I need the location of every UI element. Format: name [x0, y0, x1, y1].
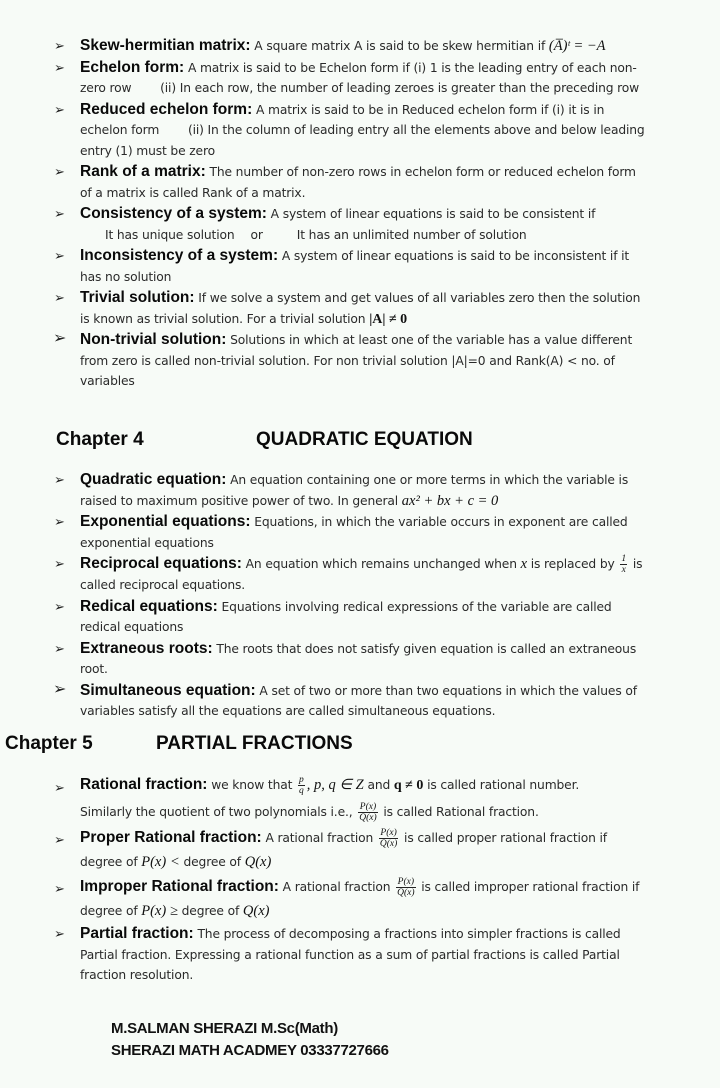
definition: An equation which remains unchanged when [245, 557, 517, 572]
list-item-extraneous-roots [0, 639, 720, 680]
arrow-bullet-icon: ➢ [54, 206, 65, 221]
arrow-bullet-icon: ➢ [54, 38, 65, 53]
definition: If we solve a system and get values of all variables zero then the solution is known as trivial solution. For a trivial solution [80, 291, 641, 326]
list-item-echelon-form [0, 58, 720, 99]
fraction-p-over-q-poly: $\frac{P(x)}{Q(x)}$ [397, 876, 415, 898]
arrow-bullet-icon: ➢ [54, 248, 65, 263]
list-item-consistency [0, 204, 720, 245]
term: Inconsistency of a system: [80, 247, 279, 264]
term: Consistency of a system: [80, 205, 267, 222]
term: Skew-hermitian matrix: [80, 37, 251, 54]
arrow-bullet-icon: ➢ [54, 926, 65, 941]
definition-part3: Similarly the quotient of two polynomials i.e., [80, 805, 353, 819]
chapter-4-label: Chapter 4 [56, 429, 144, 450]
option-or: or [250, 227, 263, 242]
term: Quadratic equation: [80, 471, 227, 488]
author-name: M.SALMAN SHERAZI M.Sc(Math) [111, 1020, 338, 1037]
list-item-quadratic-equation [0, 470, 720, 511]
math-qx: Q(x) [244, 854, 272, 870]
list-item-non-trivial-solution [0, 330, 720, 392]
definition-part2: (ii) In the column of leading entry all the elements above and below leading entry (1) must be zero [80, 123, 645, 158]
definition: Solutions in which at least one of the variable has a value different from zero is called non-trivial solution. For non trivial solution |A|=0 and Rank(A) < no. of variables [80, 333, 633, 388]
arrow-bullet-icon: ➢ [54, 881, 65, 896]
arrow-bullet-icon: ➢ [54, 598, 65, 614]
arrow-bullet-icon: ➢ [54, 164, 65, 179]
term: Rational fraction: [80, 776, 208, 793]
definition: Equations, in which the variable occurs in exponent are called exponential equations [80, 515, 628, 550]
fraction-p-over-q-poly: $\frac{P(x)}{Q(x)}$ [379, 827, 398, 849]
list-item-inconsistency [0, 246, 720, 287]
math-px: P(x) [141, 903, 167, 919]
definition-part2: is called rational number. [427, 778, 580, 792]
definition: A matrix is said to be Echelon form if (i) 1 is the leading entry of each non-zero row [80, 60, 637, 95]
definition: A rational fraction [265, 831, 374, 845]
arrow-bullet-icon: ➢ [54, 640, 65, 656]
arrow-bullet-icon: ➢ [53, 330, 67, 347]
list-item-rational-fraction [0, 772, 720, 825]
math-expression: |A| ≠ 0 [369, 311, 408, 327]
fraction-p-over-q: $\frac{p}{q}$ [299, 774, 304, 796]
math-set: , p, q ∈ Z [306, 777, 364, 793]
list-item-simultaneous-equation [0, 681, 720, 722]
definition: A set of two or more than two equations in which the values of variables satisfy all the equations are called simultaneous equations. [80, 683, 637, 718]
arrow-bullet-icon: ➢ [54, 556, 65, 571]
math-px: P(x) [141, 854, 167, 870]
definition-part2: is replaced by [530, 557, 615, 572]
list-item-reciprocal-equations [0, 554, 720, 596]
arrow-bullet-icon: ➢ [54, 472, 65, 487]
fraction-p-over-q-poly: $\frac{P(x)}{Q(x)}$ [359, 801, 377, 823]
term: Extraneous roots: [80, 639, 213, 657]
definition: Equations involving redical expressions of the variable are called redical equations [80, 599, 612, 634]
term: Redical equations: [80, 597, 218, 615]
definition-part3: is called reciprocal equations. [80, 557, 643, 592]
variable: x [520, 556, 528, 573]
chapter-4-title: QUADRATIC EQUATION [256, 429, 473, 450]
math-qx: Q(x) [242, 903, 270, 919]
arrow-bullet-icon: ➢ [53, 680, 67, 698]
list-item-reduced-echelon-form [0, 100, 720, 162]
definition: A rational fraction [282, 880, 391, 894]
definition: The roots that does not satisfy given equation is called an extraneous root. [80, 641, 637, 676]
math-condition: q ≠ 0 [393, 778, 424, 793]
math-operator: < [169, 854, 180, 870]
math-expression: (A̅)ᵗ = −A [548, 38, 606, 54]
option-b: It has an unlimited number of solution [296, 227, 527, 242]
definition: A system of linear equations is said to be inconsistent if it has no solution [80, 249, 630, 284]
arrow-bullet-icon: ➢ [54, 780, 65, 795]
term: Exponential equations: [80, 513, 251, 530]
option-a: It has unique solution [105, 227, 235, 242]
arrow-bullet-icon: ➢ [54, 101, 65, 117]
academy-contact: SHERAZI MATH ACADMEY 03337727666 [111, 1042, 389, 1059]
chapter-5-label: Chapter 5 [5, 733, 93, 754]
conjunction: and [367, 778, 391, 792]
author-signature [111, 1018, 389, 1062]
list-item-rank [0, 162, 720, 203]
definition-part2: (ii) In each row, the number of leading zeroes is greater than the preceding row [160, 81, 640, 95]
definition: An equation containing one or more terms in which the variable is raised to maximum positive power of two. In general [80, 473, 629, 508]
definition: A system of linear equations is said to be consistent if [270, 207, 596, 221]
term: Simultaneous equation: [80, 681, 256, 699]
list-item-trivial-solution [0, 288, 720, 329]
arrow-bullet-icon: ➢ [54, 514, 65, 529]
definition-part2: is called improper rational fraction if degree of [80, 880, 640, 918]
definition: A square matrix A is said to be skew hermitian if [254, 39, 546, 53]
math-expression: ax² + bx + c = 0 [401, 492, 499, 509]
definition-part2: is called proper rational fraction if degree of [80, 831, 607, 869]
list-item-exponential-equations [0, 512, 720, 553]
term: Echelon form: [80, 58, 185, 76]
chapter-5-title: PARTIAL FRACTIONS [156, 733, 353, 754]
definition: we know that [211, 778, 293, 792]
term: Rank of a matrix: [80, 163, 206, 180]
term: Trivial solution: [80, 289, 195, 306]
fraction-one-over-x: $\frac{1}{x}$ [621, 554, 627, 575]
list-item-proper-rational-fraction [0, 826, 720, 874]
list-item-partial-fraction [0, 924, 720, 986]
term: Reciprocal equations: [80, 555, 242, 573]
definition-part3: degree of [183, 855, 241, 869]
term: Partial fraction: [80, 925, 194, 942]
section-quadratic-equation [0, 470, 720, 723]
arrow-bullet-icon: ➢ [54, 59, 65, 75]
definition: A matrix is said to be in Reduced echelon form if (i) it is in echelon form [80, 102, 605, 137]
list-item-redical-equations [0, 597, 720, 638]
term: Reduced echelon form: [80, 100, 253, 118]
definition: The number of non-zero rows in echelon form or reduced echelon form of a matrix is called Rank of a matrix. [80, 165, 636, 200]
definition: The process of decomposing a fractions into simpler fractions is called Partial fraction. Expressing a rational function as a sum of partial fractions is called Partial fraction resolution. [80, 927, 621, 982]
list-item-improper-rational-fraction [0, 875, 720, 923]
term: Non-trivial solution: [80, 331, 227, 348]
term: Improper Rational fraction: [80, 878, 279, 895]
math-operator: ≥ [169, 903, 178, 919]
arrow-bullet-icon: ➢ [54, 832, 65, 847]
list-item-skew-hermitian [0, 36, 720, 57]
section-linear-algebra [0, 36, 720, 393]
definition-part3: degree of [181, 904, 240, 918]
term: Proper Rational fraction: [80, 829, 262, 846]
definition-part4: is called Rational fraction. [383, 805, 539, 819]
section-partial-fractions [0, 772, 720, 987]
arrow-bullet-icon: ➢ [54, 290, 65, 305]
